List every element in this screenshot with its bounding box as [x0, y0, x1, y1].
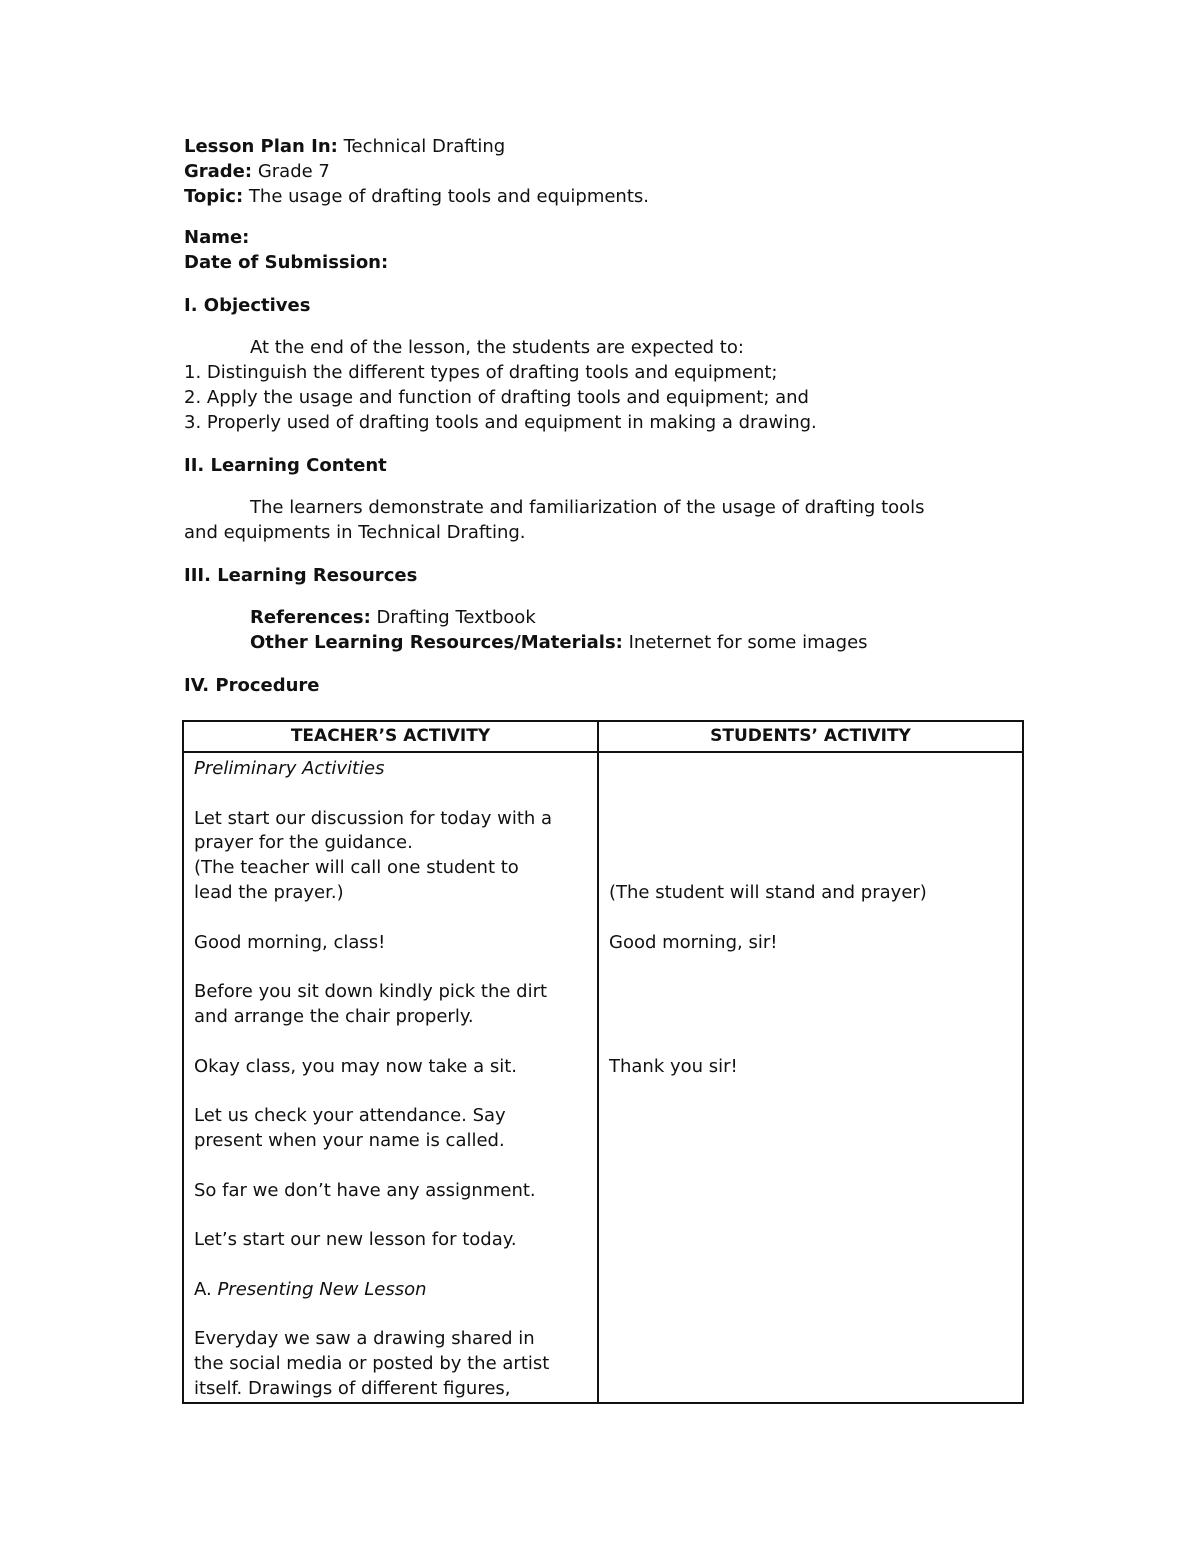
teacher-line: Let’s start our new lesson for today. — [194, 1229, 517, 1251]
grade-value: Grade 7 — [257, 161, 330, 182]
date-label: Date of Submission: — [184, 252, 389, 273]
teacher-line: Let start our discussion for today with a — [194, 807, 553, 829]
learning-resources-heading: III. Learning Resources — [184, 565, 418, 586]
teacher-line: So far we don’t have any assignment. — [194, 1179, 536, 1201]
preliminary-activities: Preliminary Activities — [194, 758, 385, 779]
references-label: References: — [250, 607, 371, 628]
objective-item: 2. Apply the usage and function of drafting tools and equipment; and — [184, 387, 809, 408]
lesson-plan-line — [184, 134, 1024, 159]
grade-line — [184, 159, 1024, 184]
teacher-activity-header: TEACHER’S ACTIVITY — [183, 721, 598, 752]
topic-line — [184, 184, 1024, 209]
other-resources-label: Other Learning Resources/Materials: — [250, 632, 623, 653]
teacher-line: the social media or posted by the artist — [194, 1353, 550, 1375]
procedure-table — [182, 720, 1024, 1404]
teacher-line: (The teacher will call one student to — [194, 857, 519, 879]
teacher-line: Before you sit down kindly pick the dirt — [194, 981, 548, 1003]
students-activity-cell — [598, 752, 1023, 1403]
learning-content-text: The learners demonstrate and familiarization of the usage of drafting tools — [250, 497, 925, 518]
date-line — [184, 250, 1024, 275]
student-line: Good morning, sir! — [609, 931, 778, 953]
lesson-label: Lesson Plan In: — [184, 136, 338, 157]
objectives-heading: I. Objectives — [184, 295, 311, 316]
teacher-line: prayer for the guidance. — [194, 832, 413, 854]
table-row — [183, 752, 1023, 1403]
learning-content-heading: II. Learning Content — [184, 455, 387, 476]
objective-item: 3. Properly used of drafting tools and equipment in making a drawing. — [184, 412, 817, 433]
learning-content-text-cont: and equipments in Technical Drafting. — [184, 522, 526, 543]
references-line — [184, 605, 1024, 630]
name-label: Name: — [184, 227, 250, 248]
teacher-line: Everyday we saw a drawing shared in — [194, 1328, 535, 1350]
grade-label: Grade: — [184, 161, 253, 182]
teacher-line: and arrange the chair properly. — [194, 1005, 474, 1027]
presenting-new-lesson: A. Presenting New Lesson — [194, 1278, 427, 1300]
student-line: Thank you sir! — [609, 1055, 738, 1077]
objective-item: 1. Distinguish the different types of drafting tools and equipment; — [184, 362, 778, 383]
teacher-line: Good morning, class! — [194, 931, 386, 953]
objectives-intro: At the end of the lesson, the students are expected to: — [250, 337, 744, 358]
teacher-line: Let us check your attendance. Say — [194, 1105, 506, 1127]
teacher-line: present when your name is called. — [194, 1129, 505, 1151]
lesson-value: Technical Drafting — [343, 136, 506, 157]
document-page — [184, 134, 1024, 698]
teacher-line: itself. Drawings of different figures, — [194, 1377, 511, 1399]
other-resources-value: Ineternet for some images — [628, 632, 868, 653]
name-line — [184, 225, 1024, 250]
references-value: Drafting Textbook — [376, 607, 536, 628]
teacher-line: lead the prayer.) — [194, 881, 344, 903]
students-activity-header: STUDENTS’ ACTIVITY — [598, 721, 1023, 752]
topic-label: Topic: — [184, 186, 244, 207]
teacher-line: Okay class, you may now take a sit. — [194, 1055, 517, 1077]
procedure-heading: IV. Procedure — [184, 675, 320, 696]
student-line: (The student will stand and prayer) — [609, 881, 927, 903]
topic-value: The usage of drafting tools and equipments. — [248, 186, 649, 207]
table-header-row — [183, 721, 1023, 752]
other-resources-line — [184, 630, 1024, 655]
teacher-activity-cell — [183, 752, 598, 1403]
